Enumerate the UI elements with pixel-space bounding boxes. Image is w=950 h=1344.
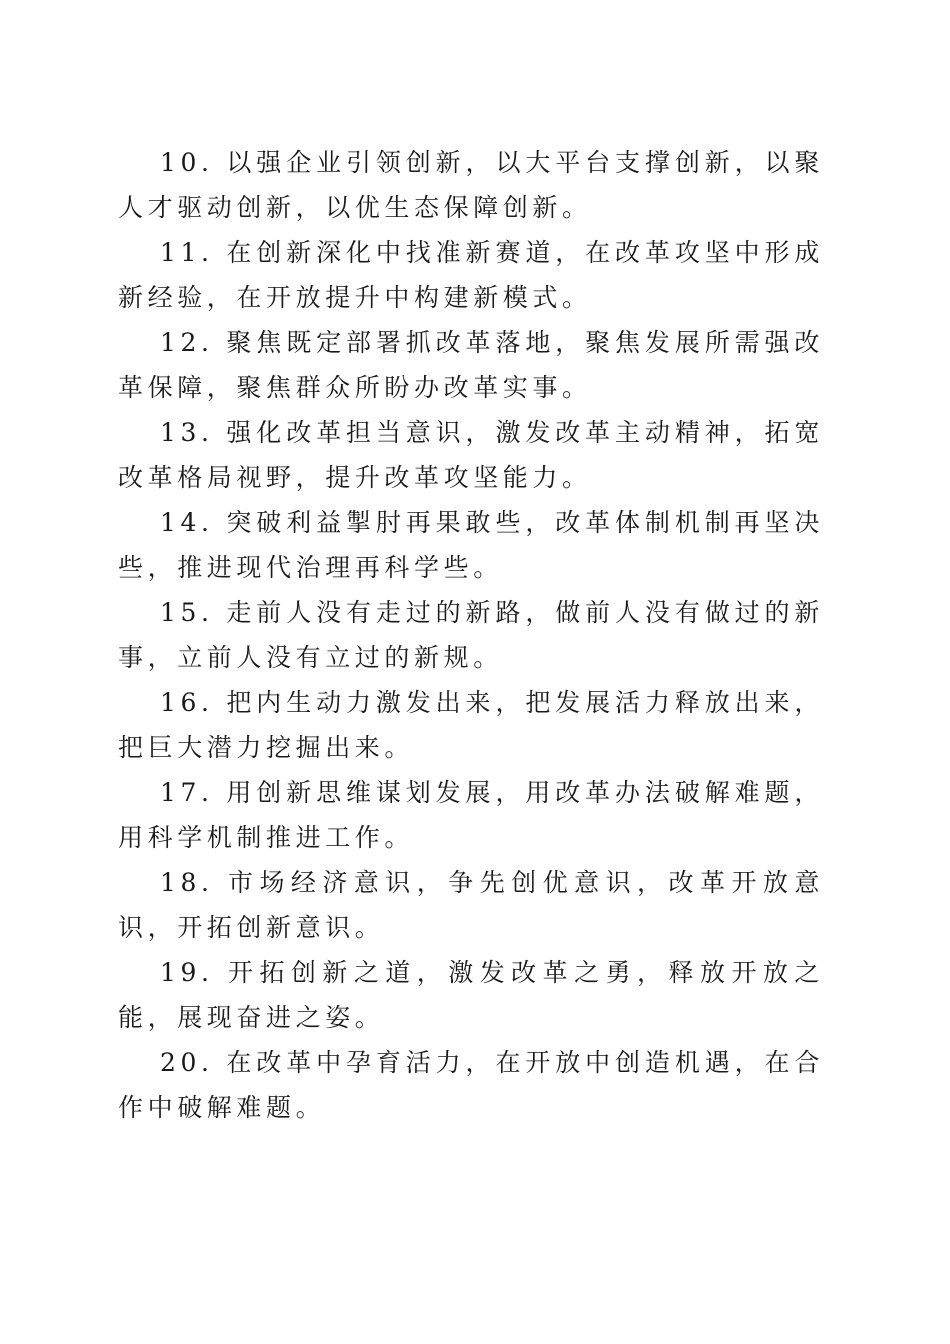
list-item-20: 20. 在改革中孕育活力，在开放中创造机遇，在合作中破解难题。 <box>118 1048 824 1122</box>
list-item-12: 12. 聚焦既定部署抓改革落地，聚焦发展所需强改革保障，聚焦群众所盼办改革实事。 <box>118 328 824 402</box>
list-item-18: 18. 市场经济意识，争先创优意识，改革开放意识，开拓创新意识。 <box>118 868 824 942</box>
list-item-13: 13. 强化改革担当意识，激发改革主动精神，拓宽改革格局视野，提升改革攻坚能力。 <box>118 418 824 492</box>
list-item-19: 19. 开拓创新之道，激发改革之勇，释放开放之能，展现奋进之姿。 <box>118 958 824 1032</box>
document-body <box>118 140 824 1130</box>
list-item-16: 16. 把内生动力激发出来，把发展活力释放出来，把巨大潜力挖掘出来。 <box>118 688 824 762</box>
list-item-10: 10. 以强企业引领创新，以大平台支撑创新，以聚人才驱动创新，以优生态保障创新。 <box>118 148 824 222</box>
list-item-15: 15. 走前人没有走过的新路，做前人没有做过的新事，立前人没有立过的新规。 <box>118 598 824 672</box>
list-item-11: 11. 在创新深化中找准新赛道，在改革攻坚中形成新经验，在开放提升中构建新模式。 <box>118 238 824 312</box>
list-item-14: 14. 突破利益掣肘再果敢些，改革体制机制再坚决些，推进现代治理再科学些。 <box>118 508 824 582</box>
list-item-17: 17. 用创新思维谋划发展，用改革办法破解难题，用科学机制推进工作。 <box>118 778 824 852</box>
